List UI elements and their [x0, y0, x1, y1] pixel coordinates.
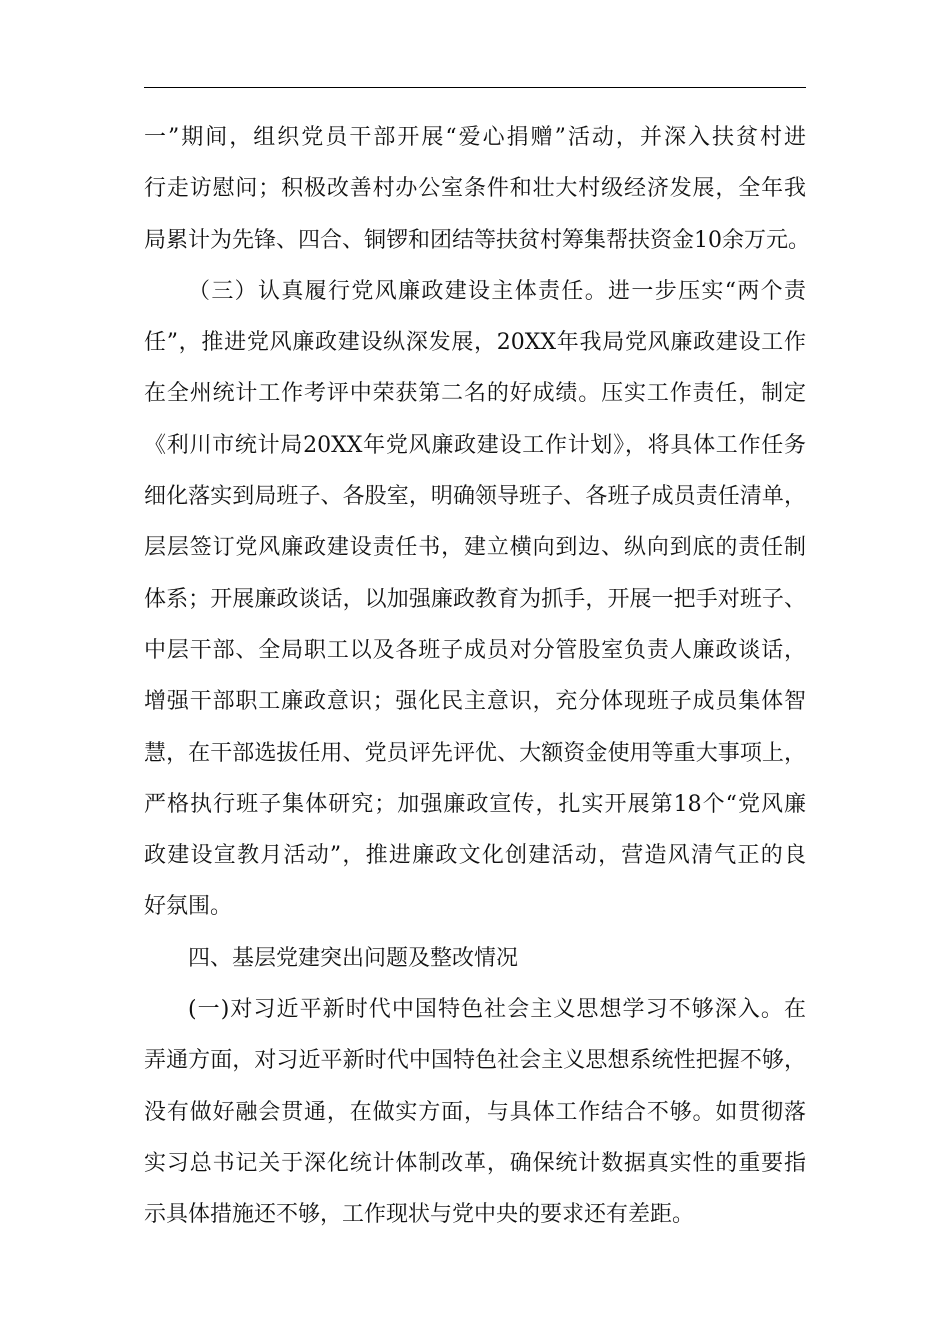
subsection-heading-1: (一)对习近平新时代中国特色社会主义思想学习不够深入。在 — [188, 997, 806, 1023]
paragraph-line: 政建设宣教月活动”，推进廉政文化创建活动，营造风清气正的良 — [144, 843, 806, 869]
paragraph-line: 《利川市统计局20XX年党风廉政建设工作计划》，将具体工作任务 — [144, 432, 806, 458]
paragraph-line: 行走访慰问；积极改善村办公室条件和壮大村级经济发展，全年我 — [144, 176, 806, 202]
paragraph-line: 好氛围。 — [144, 894, 233, 920]
paragraph-line: 增强干部职工廉政意识；强化民主意识，充分体现班子成员集体智 — [144, 689, 806, 715]
paragraph-line: 弄通方面，对习近平新时代中国特色社会主义思想系统性把握不够， — [144, 1048, 806, 1074]
paragraph-line: 没有做好融会贯通，在做实方面，与具体工作结合不够。如贯彻落 — [144, 1099, 806, 1125]
header-rule — [144, 87, 806, 88]
paragraph-line: 实习总书记关于深化统计体制改革，确保统计数据真实性的重要指 — [144, 1150, 806, 1176]
section-heading-4: 四、基层党建突出问题及整改情况 — [188, 945, 519, 971]
paragraph-line: 层层签订党风廉政建设责任书，建立横向到边、纵向到底的责任制 — [144, 535, 806, 561]
paragraph-line: 严格执行班子集体研究；加强廉政宣传，扎实开展第18个“党风廉 — [144, 791, 806, 817]
paragraph-line: 慧，在干部选拔任用、党员评先评优、大额资金使用等重大事项上， — [144, 740, 806, 766]
document-body — [144, 118, 810, 1247]
section-heading-3: （三）认真履行党风廉政建设主体责任。进一步压实“两个责 — [188, 278, 806, 304]
paragraph-line: 局累计为先锋、四合、铜锣和团结等扶贫村筹集帮扶资金10余万元。 — [144, 227, 810, 253]
paragraph-line: 一”期间，组织党员干部开展“爱心捐赠”活动，并深入扶贫村进 — [144, 125, 806, 150]
paragraph-line: 细化落实到局班子、各股室，明确领导班子、各班子成员责任清单， — [144, 484, 806, 510]
paragraph-line: 在全州统计工作考评中荣获第二名的好成绩。压实工作责任，制定 — [144, 381, 806, 407]
paragraph-line: 中层干部、全局职工以及各班子成员对分管股室负责人廉政谈话， — [144, 637, 806, 663]
paragraph-line: 任”，推进党风廉政建设纵深发展，20XX年我局党风廉政建设工作 — [144, 330, 806, 356]
paragraph-line: 示具体措施还不够，工作现状与党中央的要求还有差距。 — [144, 1202, 695, 1228]
paragraph-line: 体系；开展廉政谈话，以加强廉政教育为抓手，开展一把手对班子、 — [144, 586, 806, 612]
